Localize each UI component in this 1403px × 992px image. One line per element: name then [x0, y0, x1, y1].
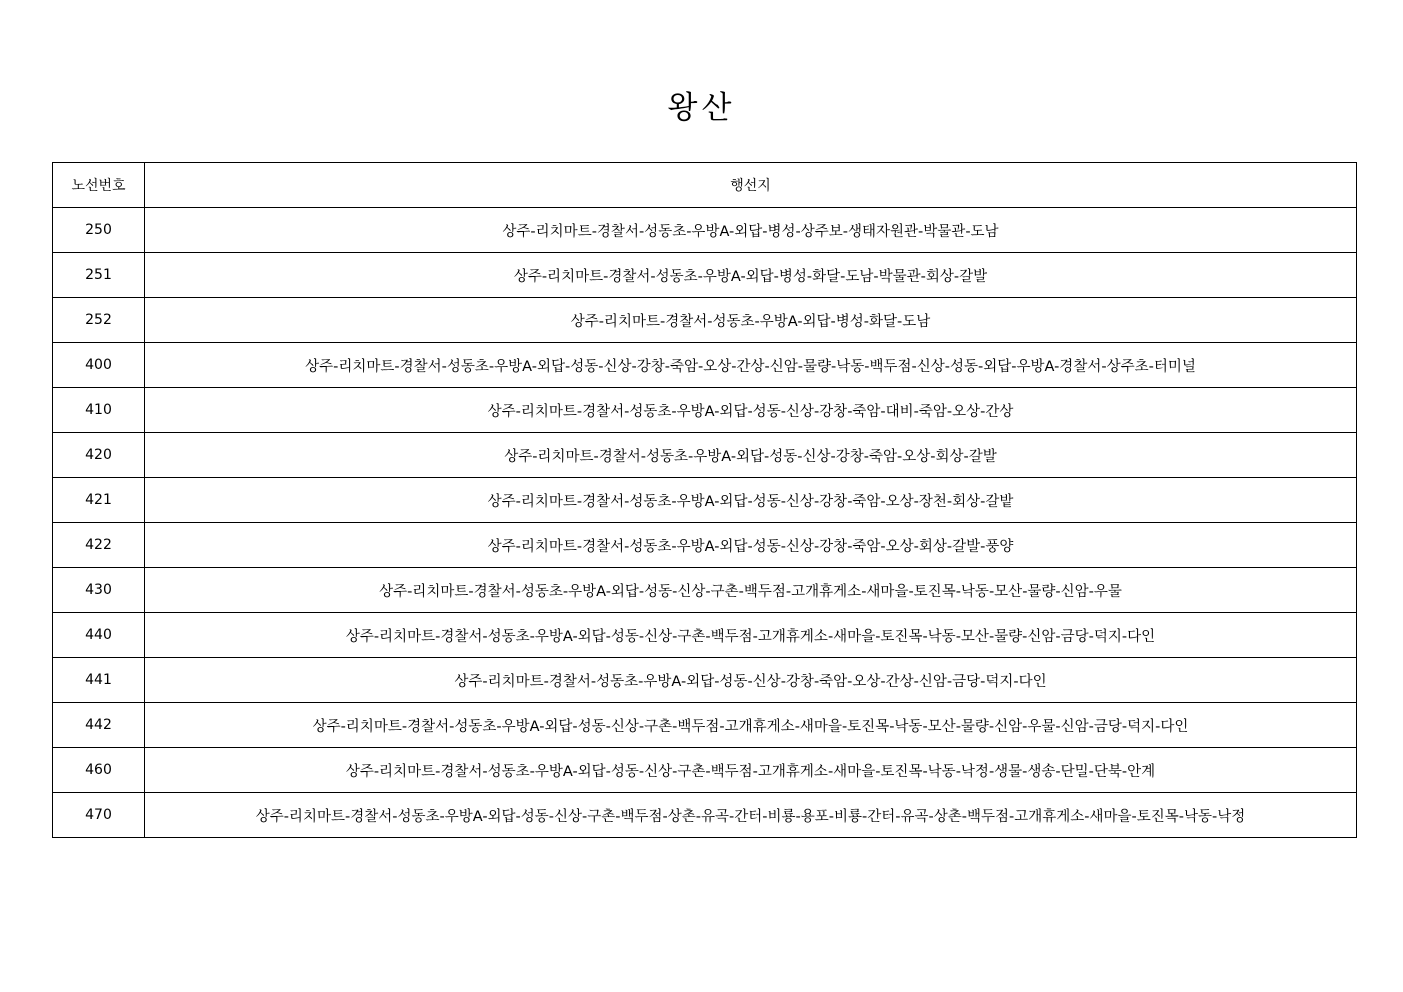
destination-cell: 상주-리치마트-경찰서-성동초-우방A-외답-성동-신상-구촌-백두점-고개휴게소-새마을-토진목-낙동-낙정-생물-생송-단밀-단북-안계 [145, 748, 1357, 793]
table-row [53, 703, 1357, 748]
table-row [53, 253, 1357, 298]
table-row [53, 478, 1357, 523]
destination-header: 행선지 [145, 163, 1357, 208]
table-row [53, 793, 1357, 838]
table-row [53, 523, 1357, 568]
table-row [53, 298, 1357, 343]
route-number-cell: 421 [53, 478, 145, 523]
route-number-cell: 420 [53, 433, 145, 478]
route-number-cell: 442 [53, 703, 145, 748]
route-number-cell: 441 [53, 658, 145, 703]
route-number-cell: 252 [53, 298, 145, 343]
route-number-cell: 430 [53, 568, 145, 613]
destination-cell: 상주-리치마트-경찰서-성동초-우방A-외답-성동-신상-강창-죽암-오상-간상-신암-금당-덕지-다인 [145, 658, 1357, 703]
route-number-cell: 440 [53, 613, 145, 658]
destination-cell: 상주-리치마트-경찰서-성동초-우방A-외답-성동-신상-구촌-백두점-고개휴게소-새마을-토진목-낙동-모산-물량-신암-우물-신암-금당-덕지-다인 [145, 703, 1357, 748]
route-number-cell: 250 [53, 208, 145, 253]
table-header-row [53, 163, 1357, 208]
destination-cell: 상주-리치마트-경찰서-성동초-우방A-외답-병성-화달-도남 [145, 298, 1357, 343]
route-number-cell: 400 [53, 343, 145, 388]
page-title: 왕산 [667, 90, 736, 126]
route-number-cell: 410 [53, 388, 145, 433]
destination-cell: 상주-리치마트-경찰서-성동초-우방A-외답-성동-신상-구촌-백두점-고개휴게소-새마을-토진목-낙동-모산-물량-신암-금당-덕지-다인 [145, 613, 1357, 658]
route-number-header: 노선번호 [53, 163, 145, 208]
table-row [53, 343, 1357, 388]
destination-cell: 상주-리치마트-경찰서-성동초-우방A-외답-병성-상주보-생태자원관-박물관-도남 [145, 208, 1357, 253]
route-number-cell: 470 [53, 793, 145, 838]
destination-cell: 상주-리치마트-경찰서-성동초-우방A-외답-성동-신상-강창-죽암-오상-장천-회상-갈밭 [145, 478, 1357, 523]
table-row [53, 748, 1357, 793]
route-number-cell: 460 [53, 748, 145, 793]
table-row [53, 613, 1357, 658]
table-row [53, 433, 1357, 478]
destination-cell: 상주-리치마트-경찰서-성동초-우방A-외답-병성-화달-도남-박물관-회상-갈발 [145, 253, 1357, 298]
destination-cell: 상주-리치마트-경찰서-성동초-우방A-외답-성동-신상-강창-죽암-대비-죽암-오상-간상 [145, 388, 1357, 433]
route-number-cell: 422 [53, 523, 145, 568]
table-row [53, 208, 1357, 253]
table-row [53, 388, 1357, 433]
route-table [52, 162, 1357, 838]
route-number-cell: 251 [53, 253, 145, 298]
table-row [53, 568, 1357, 613]
destination-cell: 상주-리치마트-경찰서-성동초-우방A-외답-성동-신상-구촌-백두점-상촌-유곡-간터-비룡-용포-비룡-간터-유곡-상촌-백두점-고개휴게소-새마을-토진목-낙동-낙정 [145, 793, 1357, 838]
destination-cell: 상주-리치마트-경찰서-성동초-우방A-외답-성동-신상-강창-죽암-오상-간상-신암-물량-낙동-백두점-신상-성동-외답-우방A-경찰서-상주초-터미널 [145, 343, 1357, 388]
destination-cell: 상주-리치마트-경찰서-성동초-우방A-외답-성동-신상-강창-죽암-오상-회상-갈발 [145, 433, 1357, 478]
table-row [53, 658, 1357, 703]
destination-cell: 상주-리치마트-경찰서-성동초-우방A-외답-성동-신상-구촌-백두점-고개휴게소-새마을-토진목-낙동-모산-물량-신암-우물 [145, 568, 1357, 613]
destination-cell: 상주-리치마트-경찰서-성동초-우방A-외답-성동-신상-강창-죽암-오상-회상-갈발-풍양 [145, 523, 1357, 568]
